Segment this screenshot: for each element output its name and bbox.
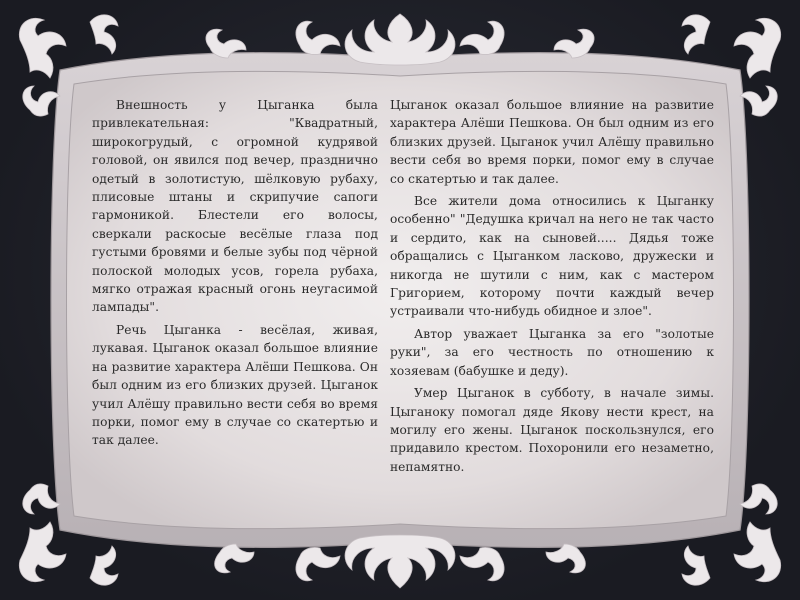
right-paragraph: Умер Цыганок в субботу, в начале зимы. Цыганоку помогал дяде Якову нести крест, на могилу его жены. Цыганок поскользнулся, его придавило крестом. Похоронили его незаметно, непамятно.: [390, 386, 714, 474]
right-text-column: [390, 96, 714, 480]
left-text-column: [92, 96, 378, 454]
left-paragraph: Внешность у Цыганка была привлекательная: "Квадратный, широкогрудый, с огромной кудрявой головой, он явился под вечер, празднично одетый в золотистую, шёлковую рубаху, плисовые штаны и скрипучие сапоги гармоникой. Блестели его волосы, сверкали раскосые весёлые глаза под густыми бровями и белые зубы под чёрной полоской молодых усов, горела рубаха, мягко отражая красный огонь неугасимой лампады".: [92, 98, 378, 315]
right-paragraph: Цыганок оказал большое влияние на развитие характера Алёши Пешкова. Он был одним из его близких друзей. Цыганок учил Алёшу правильно вести себя во время порки, помог ему в случае со скатертью и так далее.: [390, 98, 714, 186]
right-paragraph: Все жители дома относились к Цыганку особенно" "Дедушка кричал на него не так часто и сердито, как на сыновей..... Дядья тоже обращались с Цыганком ласково, дружески и никогда не шутили с ним, как с мастером Григорием, которому почти каждый вечер устраивали что-нибудь обидное и злое".: [390, 194, 714, 319]
left-paragraph: Речь Цыганка - весёлая, живая, лукавая. Цыганок оказал большое влияние на развитие характера Алёши Пешкова. Он был одним из его близких друзей. Цыганок учил Алёшу правильно вести себя во время порки, помог ему в случае со скатертью и так далее.: [92, 322, 378, 448]
right-paragraph: Автор уважает Цыганка за его "золотые руки", за его честность по отношению к хозяевам (бабушке и деду).: [390, 326, 714, 378]
